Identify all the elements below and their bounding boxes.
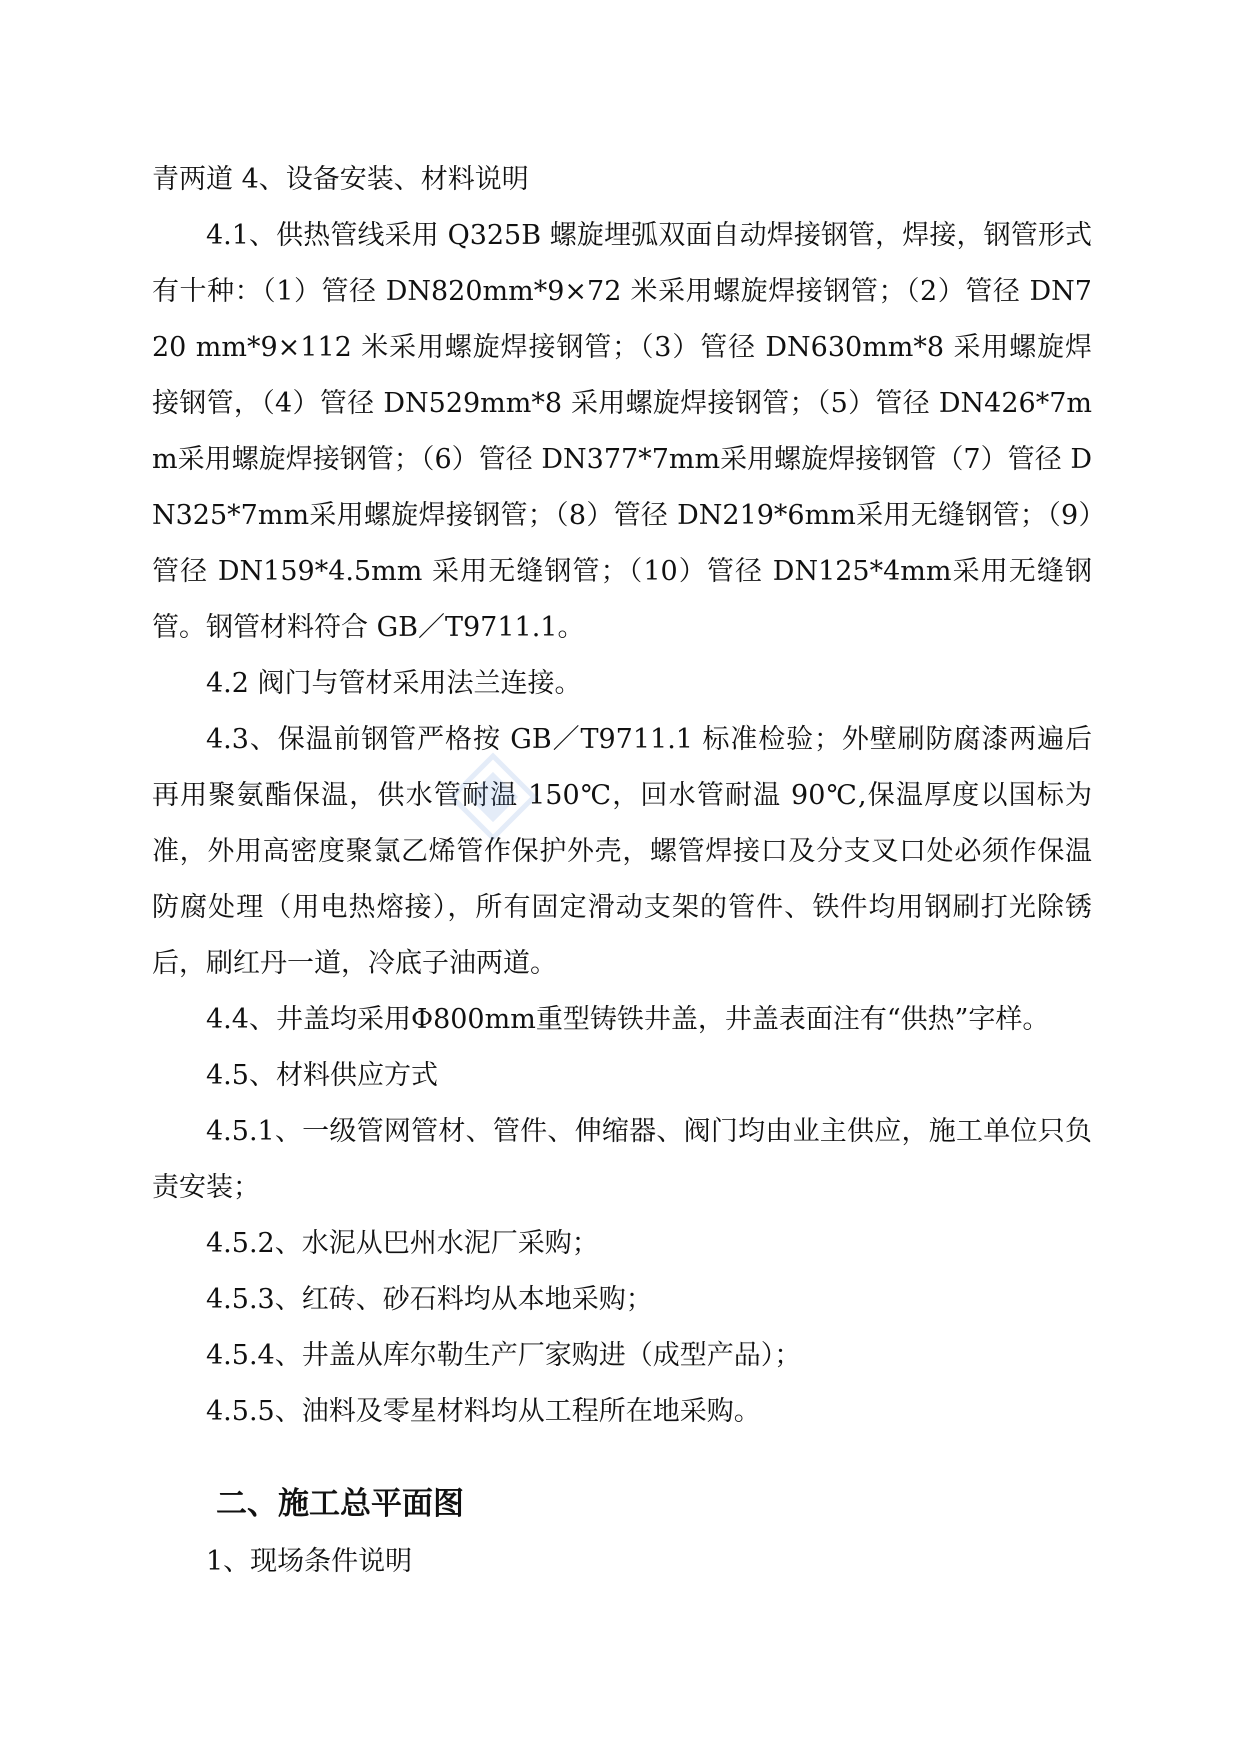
sub-title: 1、现场条件说明 bbox=[206, 1546, 413, 1577]
paragraph-intro: 青两道 4、设备安装、材料说明 bbox=[152, 164, 529, 195]
paragraph-4-5: 4.5、材料供应方式 bbox=[206, 1060, 438, 1091]
watermark-inner bbox=[470, 774, 516, 820]
paragraph-4-2: 4.2 阀门与管材采用法兰连接。 bbox=[206, 668, 582, 699]
paragraph-4-5-2: 4.5.2、水泥从巴州水泥厂采购； bbox=[206, 1228, 599, 1259]
document-body bbox=[152, 152, 1092, 1590]
paragraph-4-5-3: 4.5.3、红砖、砂石料均从本地采购； bbox=[206, 1284, 653, 1315]
paragraph-4-5-1: 4.5.1、一级管网管材、管件、伸缩器、阀门均由业主供应，施工单位只负责安装； bbox=[152, 1116, 1092, 1203]
watermark-logo-icon bbox=[448, 752, 538, 842]
paragraph-4-4: 4.4、井盖均采用Φ800mm重型铸铁井盖，井盖表面注有“供热”字样。 bbox=[206, 1004, 1050, 1035]
paragraph-4-5-4: 4.5.4、井盖从库尔勒生产厂家购进（成型产品）； bbox=[206, 1340, 802, 1371]
section-title: 二、施工总平面图 bbox=[216, 1486, 464, 1522]
paragraph-4-5-5: 4.5.5、油料及零星材料均从工程所在地采购。 bbox=[206, 1396, 761, 1427]
paragraph-4-1: 4.1、供热管线采用 Q325B 螺旋埋弧双面自动焊接钢管，焊接，钢管形式有十种：（1）管径 DN820mm*9×72 米采用螺旋焊接钢管；（2）管径 DN720 mm*9×112 米采用螺旋焊接钢管；（3）管径 DN630mm*8 采用螺旋焊接钢管，（4）管径 DN529mm*8 采用螺旋焊接钢管；（5）管径 DN426*7mm采用螺旋焊接钢管；（6）管径 DN377*7mm采用螺旋焊接钢管（7）管径 DN325*7mm采用螺旋焊接钢管；（8）管径 DN219*6mm采用无缝钢管；（9）管径 DN159*4.5mm 采用无缝钢管；（10）管径 DN125*4mm采用无缝钢管。钢管材料符合 GB／T9711.1。 bbox=[152, 220, 1092, 643]
paragraph-4-3: 4.3、保温前钢管严格按 GB／T9711.1 标准检验；外壁刷防腐漆两遍后再用聚氨酯保温，供水管耐温 150℃，回水管耐温 90℃,保温厚度以国标为准，外用高密度聚氯乙烯管作保护外壳，螺管焊接口及分支叉口处必须作保温防腐处理（用电热熔接），所有固定滑动支架的管件、铁件均用钢刷打光除锈后，刷红丹一道，冷底子油两道。 bbox=[152, 724, 1092, 979]
